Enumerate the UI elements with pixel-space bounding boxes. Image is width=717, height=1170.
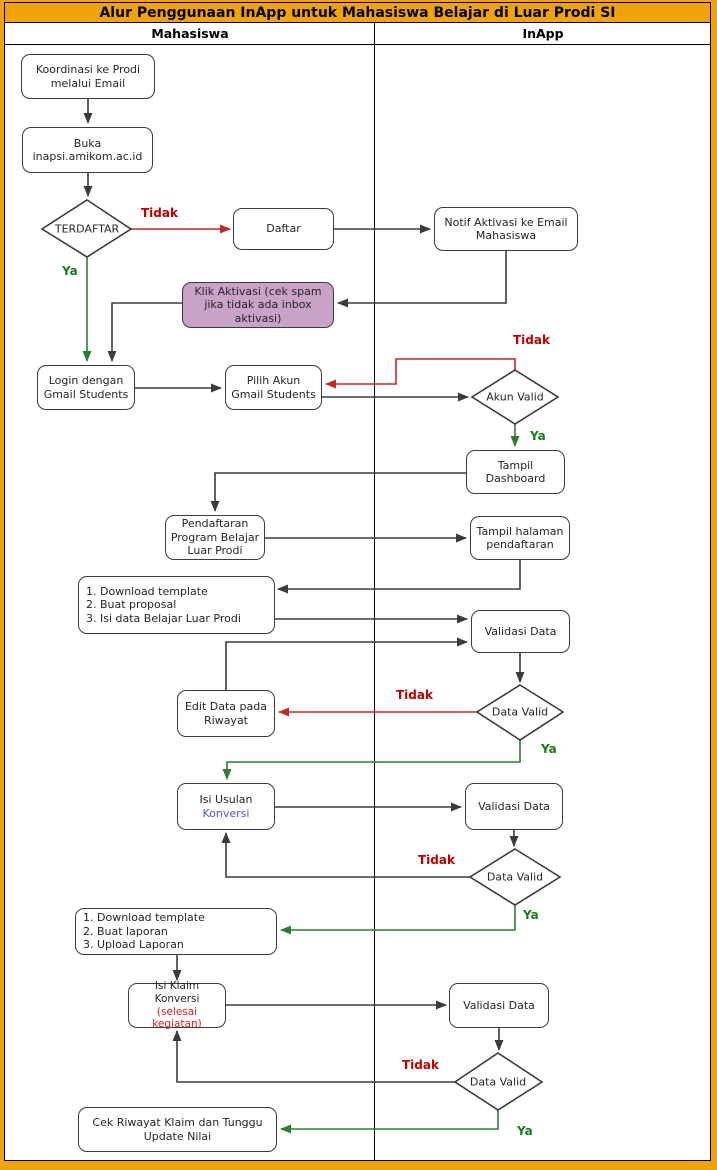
edge-label-tidak-4: Tidak (418, 853, 455, 867)
node-daftar: Daftar (233, 208, 334, 250)
node-isi-klaim-konversi (128, 979, 226, 1031)
edge-label-ya-2: Ya (530, 429, 546, 443)
decision-data-valid-1-label: Data Valid (491, 705, 549, 719)
node-cek-riwayat: Cek Riwayat Klaim dan Tunggu Update Nilai (78, 1107, 277, 1152)
edge-dashboard-pendaftaran (215, 473, 466, 511)
tugas-laporan-item-2: 2. Buat laporan (83, 924, 168, 938)
page-title: Alur Penggunaan InApp untuk Mahasiswa Belajar di Luar Prodi SI (4, 2, 711, 23)
edge-data-valid3-isi-klaim-tidak (177, 1031, 455, 1082)
node-validasi-data-1: Validasi Data (471, 610, 570, 653)
node-tugas-laporan (75, 908, 277, 955)
node-validasi-data-2: Validasi Data (465, 783, 563, 830)
edge-notif-klik-aktivasi (338, 251, 506, 303)
isi-klaim-note: (selesai kegiatan) (152, 1005, 202, 1031)
tugas-laporan-item-3: 3. Upload Laporan (83, 938, 184, 952)
tugas-laporan-item-1: 1. Download template (83, 911, 205, 925)
decision-data-valid-3-label: Data Valid (469, 1075, 527, 1089)
node-buka-inapsi: Buka inapsi.amikom.ac.id (22, 127, 153, 173)
node-edit-data-riwayat: Edit Data pada Riwayat (177, 690, 275, 737)
edge-edit-data-validasi1 (226, 642, 467, 690)
isi-usulan-konversi-link: Konversi (202, 806, 250, 820)
node-klik-aktivasi: Klik Aktivasi (cek spam jika tidak ada inbox aktivasi) (182, 282, 334, 328)
edge-label-tidak-2: Tidak (513, 333, 550, 347)
edge-data-valid3-cek-riwayat-ya (281, 1110, 498, 1129)
edge-label-ya-3: Ya (541, 742, 557, 756)
node-pilih-akun-gmail: Pilih Akun Gmail Students (225, 365, 322, 410)
edge-label-ya-1: Ya (62, 264, 78, 278)
node-notif-aktivasi: Notif Aktivasi ke Email Mahasiswa (434, 207, 578, 251)
node-tampil-halaman: Tampil halaman pendaftaran (470, 516, 570, 560)
node-pendaftaran-program: Pendaftaran Program Belajar Luar Prodi (165, 515, 265, 560)
isi-klaim-text: Isi Klaim Konversi (154, 979, 200, 1005)
edge-tampil-halaman-tugas (278, 560, 520, 589)
lane-header-inapp: InApp (522, 26, 564, 41)
edge-akun-valid-pilih-akun-tidak (326, 359, 515, 384)
edge-data-valid2-tugas-laporan-ya (281, 905, 515, 930)
node-tugas-pendaftaran (78, 576, 275, 634)
edge-label-tidak-5: Tidak (402, 1058, 439, 1072)
decision-terdaftar-label: TERDAFTAR (54, 222, 120, 236)
node-login-gmail: Login dengan Gmail Students (37, 365, 135, 410)
edge-data-valid1-isi-usulan-ya (227, 740, 520, 779)
edge-label-ya-4: Ya (523, 908, 539, 922)
node-isi-usulan-konversi (177, 783, 275, 830)
edge-klik-aktivasi-login (112, 303, 182, 361)
node-koordinasi: Koordinasi ke Prodi melalui Email (21, 54, 155, 99)
decision-akun-valid-label: Akun Valid (486, 390, 544, 404)
edge-label-tidak-3: Tidak (396, 688, 433, 702)
node-tampil-dashboard: Tampil Dashboard (466, 450, 565, 494)
edge-label-tidak-1: Tidak (141, 206, 178, 220)
tugas-pendaftaran-item-1: 1. Download template (86, 584, 208, 598)
lane-header-mahasiswa: Mahasiswa (151, 26, 229, 41)
tugas-pendaftaran-item-3: 3. Isi data Belajar Luar Prodi (86, 611, 241, 625)
isi-usulan-line: Isi Usulan (199, 793, 253, 807)
decision-data-valid-2-label: Data Valid (486, 870, 544, 884)
node-validasi-data-3: Validasi Data (449, 983, 549, 1028)
tugas-pendaftaran-item-2: 2. Buat proposal (86, 598, 177, 612)
edge-label-ya-5: Ya (517, 1124, 533, 1138)
